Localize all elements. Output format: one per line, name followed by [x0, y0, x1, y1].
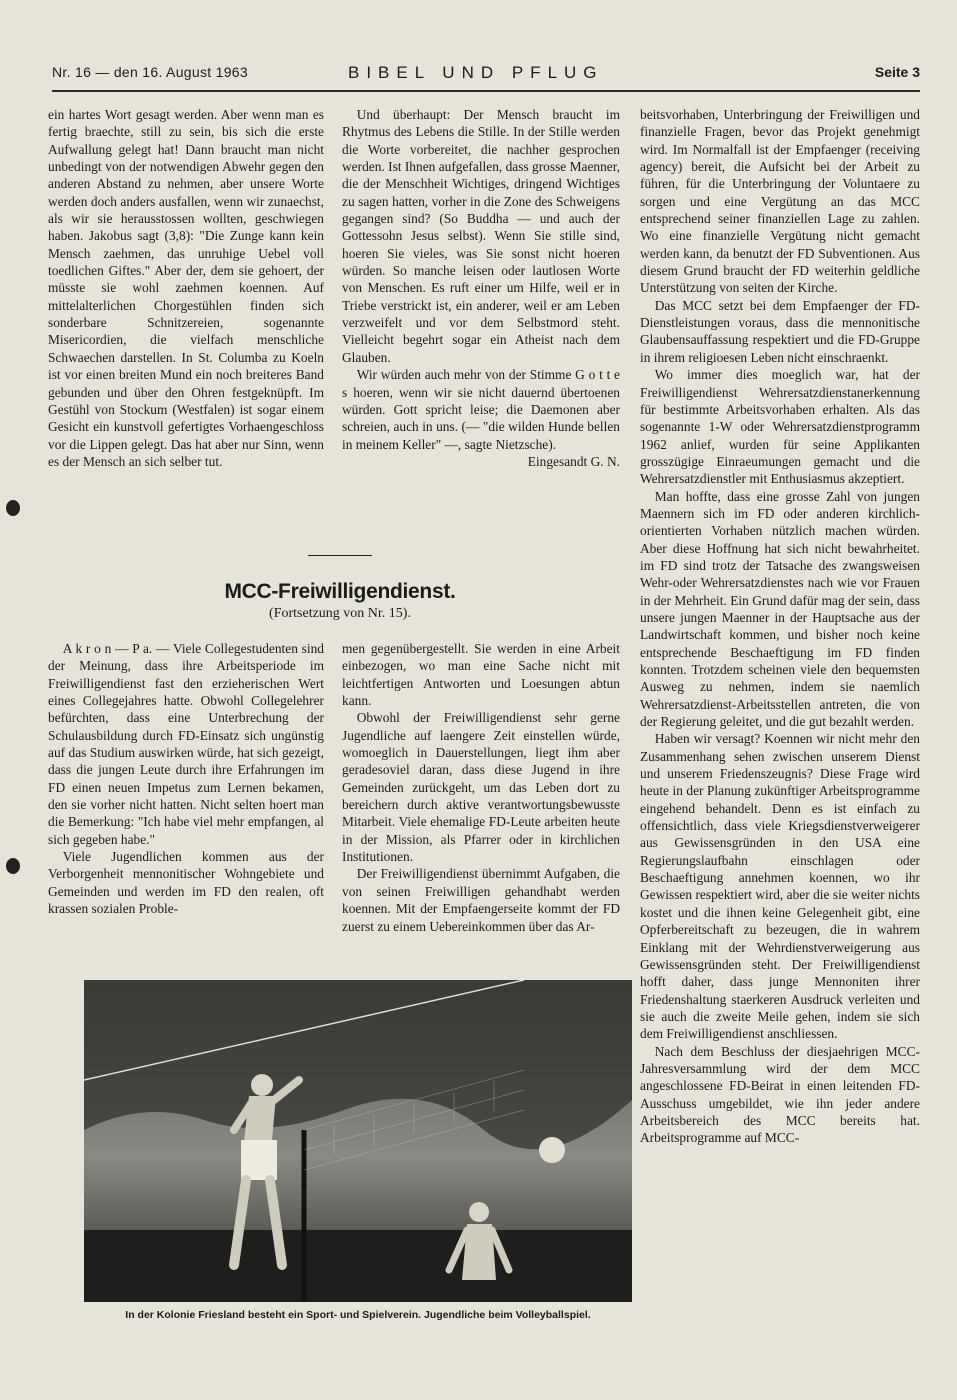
column-2-bottom — [342, 640, 620, 935]
paragraph: Der Freiwilligendienst übernimmt Aufgaben, die von seinen Freiwilligen gehandhabt werden koennen. Mit der Empfaengerseite kommt der FD zuerst zu einem Uebereinkommen über das Ar- — [342, 866, 620, 934]
paragraph: Man hoffte, dass eine grosse Zahl von jungen Maennern sich im FD oder anderen kirchlich-orientierten Vorhaben nützlich machen würden. Aber diese Hoffnung hat sich nicht bewahrheitet. im FD sind trotz der Tatsache des zwangsweisen Wehr-oder Wehrersatzdienstes nach wie vor Frauen in der Mehrheit. Ein Grund dafür mag der sein, dass unsere jungen Maenner in der Hauptsache aus der Landwirtschaft kommen, und bisher noch keine entsprechende Beschaeftigung im FD finden konnten. Trotzdem scheinen viele den bequemsten Ausweg zu nehmen, indem sie naemlich Wehrersatzdienst-Arbeitsstellen antreten, die von der Regierung geleitet, und die gut bezahlt werden. — [640, 488, 920, 730]
paragraph: Obwohl der Freiwilligendienst sehr gerne Jugendliche auf laengere Zeit einstellen würde, womoeglich in Dauerstellungen, liegt ihm aber geradesoviel daran, dass diese Jugend in ihre Gemeinden zurückgeht, um das Leben dort zu bereichern durch aktive verantwortungsbewusste Mitarbeit. Viele ehemalige FD-Leute arbeiten heute in der Mission, als Pfarrer oder in kirchlichen Institutionen. — [342, 710, 620, 865]
page-header — [52, 64, 920, 88]
header-rule — [52, 90, 920, 92]
paragraph: Nach dem Beschluss der diesjaehrigen MCC-Jahresversammlung wird der dem MCC angeschlossene FD-Beirat in einen leitenden FD-Ausschuss umgebildet, wie ihn jeder andere Arbeitsbereich des MCC bereits hat. Arbeitsprogramme auf MCC- — [640, 1043, 920, 1146]
paragraph: Wir würden auch mehr von der Stimme G o t t e s hoeren, wenn wir sie nicht dauernd übertoenen würden. Gott spricht leise; die Daemonen aber schreien, auch in uns. (— "die wilden Hunde bellen in meinem Keller" —, sagte Nietzsche). — [342, 367, 620, 452]
column-3 — [640, 106, 920, 1147]
paragraph: Das MCC setzt bei dem Empfaenger der FD-Dienstleistungen voraus, dass die mennonitische Glaubensauffassung respektiert und die FD-Gruppe in ihrem religioesen Leben nicht einschraenkt. — [640, 297, 920, 365]
article-separator — [308, 555, 372, 556]
volleyball-photo — [84, 980, 632, 1302]
punch-hole — [6, 500, 20, 516]
article-subtitle: (Fortsetzung von Nr. 15). — [269, 606, 411, 621]
punch-hole — [6, 858, 20, 874]
signature: Eingesandt G. N. — [527, 453, 620, 469]
issue-date: Nr. 16 — den 16. August 1963 — [52, 64, 248, 80]
volleyball — [539, 1137, 565, 1163]
column-1-top — [48, 106, 324, 470]
paragraph: ein hartes Wort gesagt werden. Aber wenn man es fertig braechte, still zu sein, bis sich die erste Aufwallung gelegt hat! Dann braucht man nicht unbedingt von der notwendigen Abwehr gegen den anderen Abstand zu nehmen, aber unsere Worte werden doch anders ausfallen, wenn wir zunaechst, als wir sie herausstossen wollten, geschwiegen haben. Jakobus sagt (3,8): "Die Zunge kann kein Mensch zaehmen, das unruhige Uebel voll toedlichen Giftes." Aber der, dem sie gehoert, der müsste sie wohl zaehmen koennen. Auf mittelalterlichen Chorgestühlen finden sich sonderbare Schnitzereien, sogenannte Misericordien, die vielfach menschliche Schwaechen darstellen. In St. Columba zu Koeln ist vor einen breiten Mund ein noch breiteres Band gebunden und über den Ohren festgeknüpft. Im Gestühl von Stockum (Westfalen) ist sogar einem Gesicht ein kunstvoll gefertigtes Vorhaengeschloss vor die Lippen gelegt. Das hat aber nur Sinn, wenn es der Mensch an sich selber tut. — [48, 107, 324, 469]
publication-title: BIBEL UND PFLUG — [348, 63, 604, 82]
paragraph: A k r o n — P a. — Viele Collegestudenten sind der Meinung, dass ihre Arbeitsperiode im Freiwilligendienst fast den erzieherischen Wert eines Collegejahres hatte. Obwohl Collegelehrer befürchten, dass eine Unterbrechung der Schulausbildung durch FD-Einsatz sich ungünstig auf das Studium auswirken würde, hat sich gezeigt, dass die jungen Leute durch ihre Erfahrungen im FD einen neuen Impetus zum Lernen bekamen, den sie vorher nicht hatten. Nicht selten hoert man die Bemerkung: "Ich habe viel mehr empfangen, al sich gegeben habe." — [48, 641, 324, 847]
column-1-bottom — [48, 640, 324, 918]
ground — [84, 1230, 632, 1302]
paragraph: Wo immer dies moeglich war, hat der Freiwilligendienst Wehrersatzdienstanerkennung für bestimmte Arbeitsvorhaben erhalten. Als das sogenannte 1-W oder Wehrersatzdienstprogramm 1962 anlief, wurden für seine Applikanten grosszügige Einraeumungen gemacht und die Wehrersatzdienstler mit Enthusiasmus akzeptiert. — [640, 367, 920, 487]
paragraph: Und überhaupt: Der Mensch braucht im Rhytmus des Lebens die Stille. In der Stille werden die Worte vorbereitet, die nachher gesprochen werden. Ist Ihnen aufgefallen, dass grosse Maenner, die der Menschheit Wichtiges, dringend Wichtiges zu sagen hatten, vorher in die Zone des Schweigens gegangen sind? (So Buddha — und auch der Gottessohn Jesus selbst). Wenn Sie stille sind, hoeren Sie vieles, was Sie sonst nicht hoeren würden. So manche leisen oder lautlosen Worte von Menschen. Es ruft einer um Hilfe, weil er in Triebe verstrickt ist, ein anderer, weil er am Leben verzweifelt und vor dem Selbstmord steht. Vielleicht begehrt sogar ein Atheist nach dem Glauben. — [342, 107, 620, 365]
column-2-top — [342, 106, 620, 470]
paragraph: Haben wir versagt? Koennen wir nicht mehr den Zusammenhang sehen zwischen unserem Dienst und unserem Friedenszeugnis? Diese Frage wird heute in der Planung zukünftiger Arbeitsprogramme eingehend behandelt. Denn es ist einfach zu offensichtlich, dass viele Kriegsdienstverweigerer aus Gewissensgründen in den USA eine Regierungslaufbahn einschlagen oder Beschaeftigung annehmen koennen, wo ihr Gewissen respektiert wird, aber die sie weiter nichts kostet und die ihnen keine Gelegenheit gibt, eine Opferbereitschaft zu bezeugen, die in wahrem Einklang mit der Wehrdienstverweigerung aus Gewissensgründen steht. Der Freiwilligendienst hofft daher, dass junge Mennoniten ihrer Friedenshaltung staerkeren Ausdruck verleiten und sie auch die zweite Meile gehen, indem sie sich dem Freiwilligendienst anschliessen. — [640, 731, 920, 1042]
paragraph: Viele Jugendlichen kommen aus der Verborgenheit mennonitischer Wohngebiete und Gemeinden und werden im FD den realen, oft krassen sozialen Proble- — [48, 849, 324, 917]
page-number: Seite 3 — [874, 64, 920, 80]
article-title: MCC-Freiwilligendienst. — [224, 580, 456, 603]
paragraph: beitsvorhaben, Unterbringung der Freiwilligen und finanzielle Fragen, bevor das Projekt genehmigt wird. Im Normalfall ist der Empfaenger (receiving agency) bereit, die Aufsicht bei der Arbeit zu führen, für die Unterbringung der Voluntaere zu sorgen und eine Vergütung an das MCC entsprechend seiner finanziellen Lage zu zahlen. Wo eine finanzielle Vergütung nicht gemacht werden kann, da benutzt der FD Subventionen. Aus diesem Grund braucht der FD weiterhin geldliche Unterstützung von seiten der Kirche. — [640, 107, 920, 296]
paragraph: men gegenübergestellt. Sie werden in eine Arbeit einbezogen, wo man eine Sache nicht mit leichtfertigen Antworten und Loesungen abtun kann. — [342, 641, 620, 709]
photo-caption: In der Kolonie Friesland besteht ein Sport- und Spielverein. Jugendliche beim Volleyballspiel. — [125, 1309, 591, 1321]
photo-illustration — [84, 980, 632, 1302]
